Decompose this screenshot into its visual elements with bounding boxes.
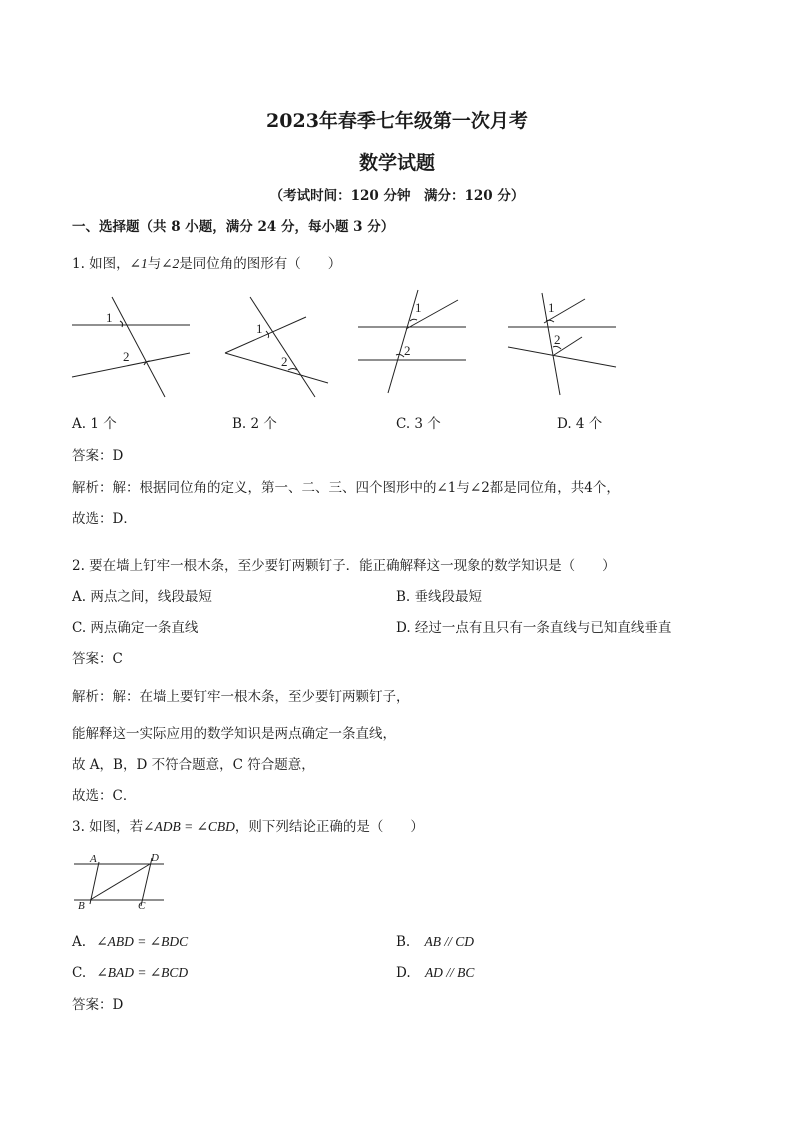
q3-condition: ∠ADB = ∠CBD xyxy=(143,819,235,834)
q1-option-d[interactable]: D. 4 个 xyxy=(557,416,603,432)
q1-stem-mid: 与 xyxy=(147,256,162,272)
fig3-label-2: 2 xyxy=(404,343,411,358)
q2-analysis-line-1: 解析：解：在墙上要钉牢一根木条，至少要钉两颗钉子， xyxy=(72,689,410,705)
q3-option-d-label: D. xyxy=(396,965,411,981)
q1-stem xyxy=(72,255,341,273)
q1-answer: 答案：D xyxy=(72,448,124,464)
q2-analysis-line-2: 能解释这一实际应用的数学知识是两点确定一条直线， xyxy=(72,726,396,742)
q1-option-c[interactable]: C. 3 个 xyxy=(396,416,441,432)
q3-stem xyxy=(72,818,424,836)
q1-analysis-line-1: 解析：解：根据同位角的定义，第一、二、三、四个图形中的∠1与∠2都是同位角，共4个， xyxy=(72,480,620,496)
exam-info: （考试时间：120 分钟 满分：120 分） xyxy=(269,188,525,204)
q3-answer: 答案：D xyxy=(72,997,124,1013)
q1-analysis-line-2: 故选：D． xyxy=(72,511,137,527)
q1-stem-suffix: 是同位角的图形有（ ） xyxy=(179,256,342,272)
q3-label-b: B xyxy=(78,900,85,912)
q3-option-b-expr: AB // CD xyxy=(424,934,475,949)
q3-label-a: A xyxy=(90,853,97,865)
exam-title: 2023年春季七年级第一次月考 xyxy=(266,110,528,132)
section-heading: 一、选择题（共 8 小题，满分 24 分，每小题 3 分） xyxy=(72,219,395,235)
q3-option-a-label: A. xyxy=(72,934,87,950)
q3-option-d-expr: AD // BC xyxy=(424,965,475,980)
fig1-label-1: 1 xyxy=(106,310,113,325)
q1-figure-3 xyxy=(358,290,466,393)
q3-figure xyxy=(70,848,170,916)
q3-option-a-expr: ∠ABD = ∠BDC xyxy=(96,934,189,949)
q2-stem: 2. 要在墙上钉牢一根木条，至少要钉两颗钉子．能正确解释这一现象的数学知识是（ ） xyxy=(72,558,616,574)
q2-analysis-line-3: 故 A，B，D 不符合题意，C 符合题意， xyxy=(72,757,315,773)
q3-label-c: C xyxy=(138,900,146,912)
q3-label-d: D xyxy=(151,852,159,864)
q3-stem-suffix: ，则下列结论正确的是（ ） xyxy=(234,819,424,835)
q1-option-b[interactable]: B. 2 个 xyxy=(232,416,277,432)
q3-option-a[interactable] xyxy=(72,933,188,951)
q2-option-b[interactable]: B. 垂线段最短 xyxy=(396,589,483,605)
fig1-label-2: 2 xyxy=(123,349,130,364)
q1-figure-2 xyxy=(225,297,328,397)
q2-option-c[interactable]: C. 两点确定一条直线 xyxy=(72,620,199,636)
q1-figures xyxy=(60,285,640,405)
q2-answer: 答案：C xyxy=(72,651,123,667)
q2-analysis-line-4: 故选：C． xyxy=(72,788,137,804)
q3-option-d[interactable] xyxy=(396,964,474,982)
q2-option-d[interactable]: D. 经过一点有且只有一条直线与已知直线垂直 xyxy=(396,620,672,636)
q3-option-c-label: C. xyxy=(72,965,87,981)
q2-option-a[interactable]: A. 两点之间，线段最短 xyxy=(72,589,212,605)
fig2-label-2: 2 xyxy=(281,354,288,369)
fig4-label-2: 2 xyxy=(554,332,561,347)
q1-figure-1 xyxy=(72,297,190,397)
q3-option-b[interactable] xyxy=(396,933,474,951)
q1-angle2: ∠2 xyxy=(161,256,180,271)
fig3-label-1: 1 xyxy=(415,300,422,315)
q1-option-a[interactable]: A. 1 个 xyxy=(72,416,117,432)
q1-stem-prefix: 1. 如图， xyxy=(72,256,130,272)
q3-stem-prefix: 3. 如图，若 xyxy=(72,819,144,835)
q3-option-c-expr: ∠BAD = ∠BCD xyxy=(96,965,189,980)
q1-angle1: ∠1 xyxy=(129,256,148,271)
q1-figure-4 xyxy=(508,293,616,395)
fig2-label-1: 1 xyxy=(256,321,263,336)
q3-option-c[interactable] xyxy=(72,964,188,982)
exam-subtitle: 数学试题 xyxy=(358,152,435,174)
q3-option-b-label: B. xyxy=(396,934,411,950)
fig4-label-1: 1 xyxy=(548,300,555,315)
